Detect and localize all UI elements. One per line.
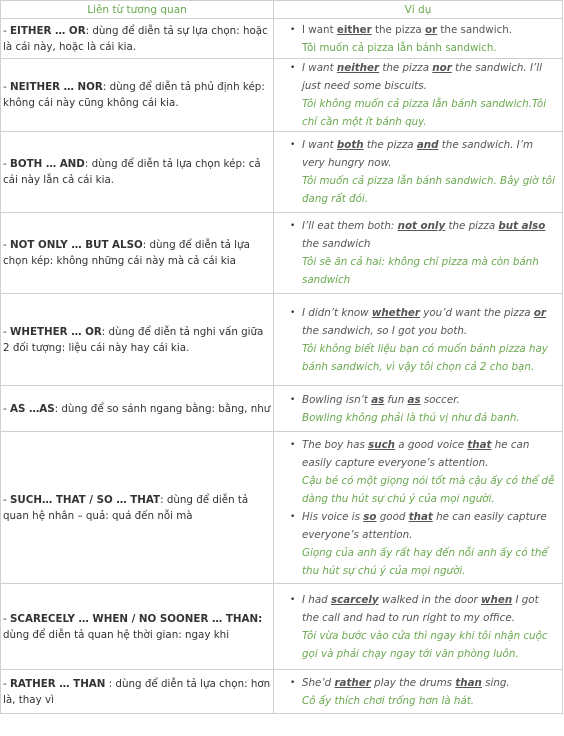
keyword: nor bbox=[432, 62, 452, 74]
english-sentence bbox=[302, 436, 558, 472]
sentence-text: I got the call and had to run right to my office. bbox=[302, 593, 539, 624]
list-item bbox=[290, 136, 558, 208]
english-sentence bbox=[302, 674, 558, 692]
bullet-icon: • bbox=[290, 140, 296, 150]
list-item bbox=[290, 304, 558, 376]
header-conjunction: Liên từ tương quan bbox=[1, 1, 274, 19]
conjunction-term: RATHER … THAN bbox=[10, 677, 106, 690]
sentence-text: the sandwich bbox=[302, 238, 371, 250]
bullet-icon: • bbox=[290, 677, 296, 688]
sentence-text: the sandwich, so I got you both. bbox=[302, 324, 468, 337]
keyword: such bbox=[368, 438, 396, 451]
conjunction-cell: - SCARECELY … WHEN / NO SOONER … THAN: dùng để diễn tả quan hệ thời gian: ngay khi bbox=[1, 584, 274, 670]
example-cell bbox=[274, 59, 563, 132]
table-row bbox=[1, 432, 563, 584]
conjunction-description: : dùng để diễn tả quan hệ nhân – quả: quá đến nỗi mà bbox=[3, 493, 249, 522]
english-sentence bbox=[302, 304, 558, 340]
keyword: scarcely bbox=[330, 593, 379, 606]
list-item bbox=[290, 59, 558, 131]
keyword: or bbox=[424, 23, 438, 36]
vietnamese-translation: Tôi muốn cả pizza lẫn bánh sandwich. bbox=[302, 41, 497, 54]
table-row bbox=[1, 584, 563, 670]
keyword: and bbox=[416, 139, 439, 151]
example-cell bbox=[274, 132, 563, 213]
vietnamese-translation: Tôi không biết liệu bạn có muốn bánh pizza hay bánh sandwich, vì vậy tôi chọn cả 2 cho bạn. bbox=[302, 342, 548, 373]
conjunction-cell: - WHETHER … OR: dùng để diễn tả nghi vấn giữa 2 đối tượng: liệu cái này hay cái kia. bbox=[1, 294, 274, 386]
table-row bbox=[1, 59, 563, 132]
example-list bbox=[280, 59, 558, 131]
vietnamese-translation: Bowling không phải là thú vị như đá banh. bbox=[302, 411, 520, 424]
sentence-text: he can easily capture everyone’s attention. bbox=[302, 510, 547, 541]
sentence-text: sing. bbox=[481, 676, 510, 689]
sentence-text: I didn’t know bbox=[302, 306, 372, 319]
header-row bbox=[1, 1, 563, 19]
header-example: Ví dụ bbox=[274, 1, 563, 19]
keyword: than bbox=[455, 676, 482, 689]
conjunction-description: : dùng để diễn tả nghi vấn giữa 2 đối tượng: liệu cái này hay cái kia. bbox=[3, 325, 264, 354]
bullet-icon: • bbox=[290, 439, 296, 450]
conjunction-cell: - NOT ONLY … BUT ALSO: dùng để diễn tả lựa chọn kép: không những cái này mà cả cái kia bbox=[1, 213, 274, 294]
sentence-text: the pizza bbox=[445, 220, 499, 232]
conjunction-description: dùng để diễn tả quan hệ thời gian: ngay khi bbox=[3, 628, 230, 641]
example-list bbox=[280, 217, 558, 289]
sentence-text: The boy has bbox=[302, 438, 369, 451]
example-cell bbox=[274, 584, 563, 670]
keyword: both bbox=[336, 139, 364, 151]
conjunction-term: AS …AS bbox=[10, 402, 55, 415]
table-row bbox=[1, 19, 563, 59]
sentence-text: She’d bbox=[302, 676, 335, 689]
vietnamese-translation: Cô ấy thích chơi trống hơn là hát. bbox=[302, 694, 475, 707]
keyword: not only bbox=[397, 220, 446, 232]
sentence-text: the sandwich. I’ll just need some biscuits. bbox=[302, 62, 543, 92]
example-list bbox=[280, 136, 558, 208]
conjunction-cell: - BOTH … AND: dùng để diễn tả lựa chọn kép: cả cái này lẫn cả cái kia. bbox=[1, 132, 274, 213]
vietnamese-translation: Tôi muốn cả pizza lẫn bánh sandwich. Bây giờ tôi đang rất đói. bbox=[302, 175, 555, 205]
bullet-icon: • bbox=[290, 594, 296, 605]
example-cell bbox=[274, 19, 563, 59]
bullet-icon: • bbox=[290, 307, 296, 318]
sentence-text: the sandwich. bbox=[437, 23, 513, 36]
conjunction-term: BOTH … AND bbox=[10, 158, 85, 170]
english-sentence bbox=[302, 59, 558, 95]
bullet-icon: • bbox=[290, 511, 296, 522]
keyword: that bbox=[408, 510, 433, 523]
list-item bbox=[290, 391, 558, 427]
vietnamese-translation: Tôi sẽ ăn cả hai: không chỉ pizza mà còn bánh sandwich bbox=[302, 256, 539, 286]
conjunction-description: : dùng để diễn tả lựa chọn: hơn là, thay vì bbox=[3, 677, 271, 706]
example-list bbox=[280, 436, 558, 580]
example-cell bbox=[274, 432, 563, 584]
list-item bbox=[290, 674, 558, 710]
sentence-text: Bowling isn’t bbox=[302, 393, 372, 406]
english-sentence bbox=[302, 217, 558, 253]
conjunction-term: WHETHER … OR bbox=[10, 325, 102, 338]
conjunction-cell: - EITHER … OR: dùng để diễn tả sự lựa chọn: hoặc là cái này, hoặc là cái kia. bbox=[1, 19, 274, 59]
list-item bbox=[290, 508, 558, 580]
table-row bbox=[1, 670, 563, 714]
conjunction-term: EITHER … OR bbox=[10, 24, 86, 37]
conjunction-cell: - AS …AS: dùng để so sánh ngang bằng: bằng, như bbox=[1, 386, 274, 432]
sentence-text: fun bbox=[384, 393, 408, 406]
keyword: as bbox=[407, 393, 421, 406]
sentence-text: the pizza bbox=[379, 62, 433, 74]
conjunction-term: NEITHER … NOR bbox=[10, 81, 103, 93]
list-item bbox=[290, 217, 558, 289]
conjunction-term: SCARECELY … WHEN / NO SOONER … THAN: bbox=[10, 612, 263, 625]
vietnamese-translation: Giọng của anh ấy rất hay đến nỗi anh ấy có thể thu hút sự chú ý của mọi người. bbox=[302, 546, 548, 577]
sentence-text: I had bbox=[302, 593, 331, 606]
example-cell bbox=[274, 213, 563, 294]
vietnamese-translation: Tôi không muốn cả pizza lẫn bánh sandwich.Tôi chỉ cần một ít bánh quy. bbox=[302, 98, 547, 128]
sentence-text: I want bbox=[302, 62, 337, 74]
conjunction-description: : dùng để diễn tả lựa chọn kép: không những cái này mà cả cái kia bbox=[3, 239, 250, 267]
sentence-text: I want bbox=[302, 139, 337, 151]
keyword: so bbox=[363, 510, 377, 523]
english-sentence bbox=[302, 136, 558, 172]
table-row bbox=[1, 213, 563, 294]
table-row bbox=[1, 386, 563, 432]
example-cell bbox=[274, 386, 563, 432]
keyword: or bbox=[533, 306, 546, 319]
sentence-text: soccer. bbox=[420, 393, 460, 406]
conjunction-term: NOT ONLY … BUT ALSO bbox=[10, 239, 143, 251]
bullet-icon: • bbox=[290, 24, 296, 35]
sentence-text: the pizza bbox=[371, 23, 425, 36]
conjunction-description: : dùng để diễn tả phủ định kép: không cái này cũng không cái kia. bbox=[3, 81, 265, 109]
conjunction-description: : dùng để so sánh ngang bằng: bằng, như bbox=[54, 402, 271, 415]
example-cell bbox=[274, 294, 563, 386]
example-list bbox=[280, 674, 558, 710]
list-item bbox=[290, 21, 558, 57]
keyword: neither bbox=[336, 62, 380, 74]
example-list bbox=[280, 591, 558, 663]
conjunction-description: : dùng để diễn tả lựa chọn kép: cả cái này lẫn cả cái kia. bbox=[3, 158, 261, 186]
sentence-text: His voice is bbox=[302, 510, 364, 523]
example-cell bbox=[274, 670, 563, 714]
sentence-text: you’d want the pizza bbox=[420, 306, 534, 319]
table-row bbox=[1, 132, 563, 213]
keyword: but also bbox=[498, 220, 546, 232]
english-sentence bbox=[302, 391, 558, 409]
sentence-text: he can easily capture everyone’s attention. bbox=[302, 438, 530, 469]
keyword: when bbox=[481, 593, 513, 606]
sentence-text: good bbox=[376, 510, 409, 523]
english-sentence bbox=[302, 591, 558, 627]
english-sentence bbox=[302, 21, 558, 39]
vietnamese-translation: Tôi vừa bước vào cửa thì ngay khi tôi nhận cuộc gọi và phải chạy ngay tới văn phòng luôn. bbox=[302, 629, 548, 660]
table-row bbox=[1, 294, 563, 386]
bullet-icon: • bbox=[290, 394, 296, 405]
keyword: either bbox=[336, 23, 372, 36]
list-item bbox=[290, 591, 558, 663]
conjunction-description: : dùng để diễn tả sự lựa chọn: hoặc là cái này, hoặc là cái kia. bbox=[3, 24, 268, 53]
sentence-text: I’ll eat them both: bbox=[302, 220, 398, 232]
keyword: as bbox=[371, 393, 385, 406]
bullet-icon: • bbox=[290, 221, 296, 231]
conjunction-cell: - SUCH… THAT / SO … THAT: dùng để diễn tả quan hệ nhân – quả: quá đến nỗi mà bbox=[1, 432, 274, 584]
example-list bbox=[280, 304, 558, 376]
sentence-text: the pizza bbox=[363, 139, 417, 151]
list-item bbox=[290, 436, 558, 508]
sentence-text: play the drums bbox=[370, 676, 456, 689]
keyword: that bbox=[467, 438, 492, 451]
keyword: rather bbox=[334, 676, 371, 689]
conjunction-cell: - RATHER … THAN : dùng để diễn tả lựa chọn: hơn là, thay vì bbox=[1, 670, 274, 714]
sentence-text: a good voice bbox=[395, 438, 468, 451]
vietnamese-translation: Cậu bé có một giọng nói tốt mà cậu ấy có thể dễ dàng thu hút sự chú ý của mọi người. bbox=[302, 474, 555, 505]
keyword: whether bbox=[371, 306, 420, 319]
conjunction-term: SUCH… THAT / SO … THAT bbox=[10, 493, 161, 506]
example-list bbox=[280, 391, 558, 427]
english-sentence bbox=[302, 508, 558, 544]
sentence-text: walked in the door bbox=[378, 593, 482, 606]
sentence-text: I want bbox=[302, 23, 337, 36]
bullet-icon: • bbox=[290, 63, 296, 73]
example-list bbox=[280, 21, 558, 57]
conjunction-cell: - NEITHER … NOR: dùng để diễn tả phủ định kép: không cái này cũng không cái kia. bbox=[1, 59, 274, 132]
sentence-text: the sandwich. I’m very hungry now. bbox=[302, 139, 534, 169]
